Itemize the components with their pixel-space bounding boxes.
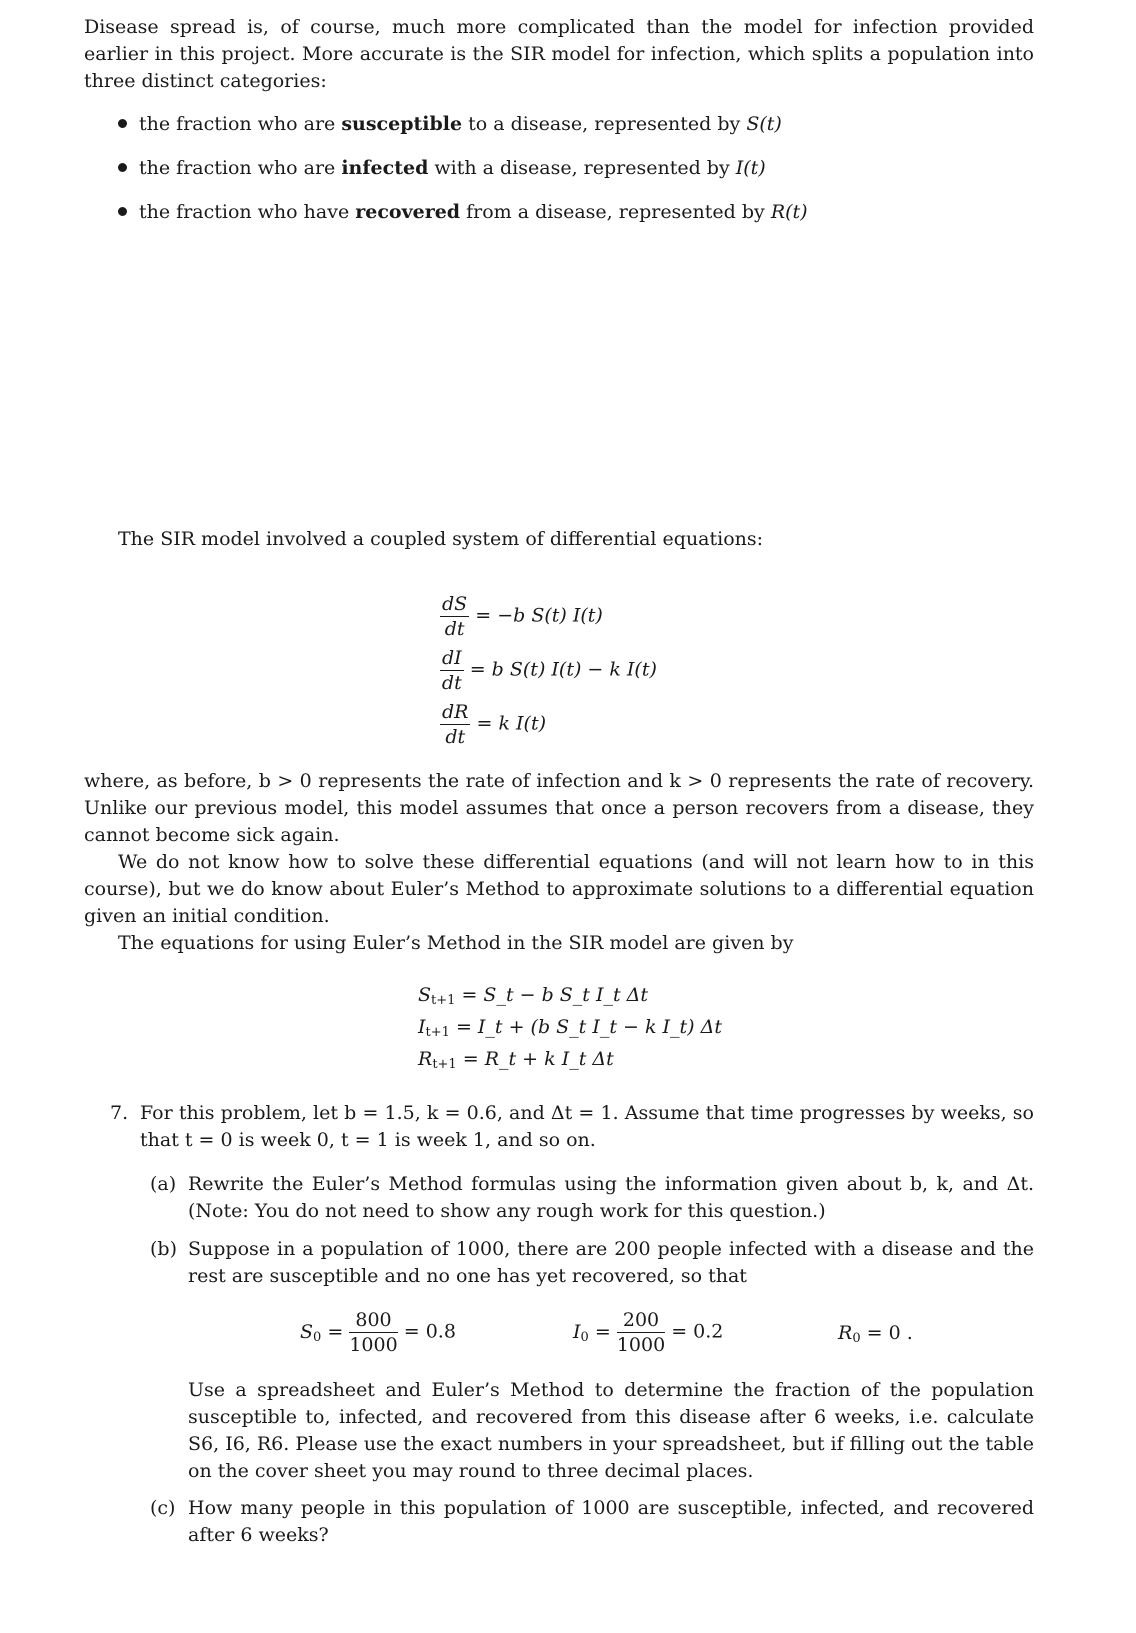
euler-i: $I_{t+1}$ = I_t + (b S_t I_t − k I_t) Δt xyxy=(418,1016,722,1040)
part-a-label: (a) xyxy=(150,1173,177,1195)
bullet-dot xyxy=(118,119,127,128)
initial-i-fraction: $\frac{200}{1000}$ xyxy=(616,1309,666,1356)
problem-number: 7. xyxy=(110,1102,129,1124)
ode-ds: $\frac{dS}{dt}$ = −b S(t) I(t) xyxy=(442,593,603,640)
bullet-dot xyxy=(118,207,127,216)
part-b-followup: Use a spreadsheet and Euler’s Method to determine the fraction of the population susceptible to, infected, and recovered from this disease after 6 weeks, i.e. calculate S6, I6, R6. Please use the exact numbers in your spreadsheet, but if filling out the table on the cover sheet you may round to three decimal places. xyxy=(188,1379,1034,1482)
ode-dr: $\frac{dR}{dt}$ = k I(t) xyxy=(442,701,546,748)
ode-ds-fraction: $\frac{dS}{dt}$ xyxy=(442,593,468,640)
part-b-text: Suppose in a population of 1000, there are 200 people infected with a disease and the rest are susceptible and no one has yet recovered, so that xyxy=(188,1238,1034,1287)
euler-intro: The equations for using Euler’s Method in the SIR model are given by xyxy=(118,932,794,954)
initial-s-fraction: $\frac{800}{1000}$ xyxy=(349,1309,398,1356)
intro-paragraph: Disease spread is, of course, much more complicated than the model for infection provided earlier in this project. More accurate is the SIR model for infection, which splits a population into three distinct categories: xyxy=(84,16,1034,92)
euler-r: $R_{t+1}$ = R_t + k I_t Δt xyxy=(418,1048,614,1072)
part-a-text: Rewrite the Euler’s Method formulas using the information given about b, k, and Δt. (Note: You do not need to show any rough work for this question.) xyxy=(188,1173,1034,1222)
bullet-susceptible: the fraction who are susceptible to a disease, represented by S(t) xyxy=(118,111,782,138)
part-b-label: (b) xyxy=(150,1238,177,1260)
ode-di-fraction: $\frac{dI}{dt}$ xyxy=(441,647,462,694)
sir-intro: The SIR model involved a coupled system of differential equations: xyxy=(118,528,764,550)
bullet-recovered: the fraction who have recovered from a disease, represented by R(t) xyxy=(118,199,808,226)
initial-r: $R_0 = 0$ . xyxy=(838,1322,913,1346)
problem-text: For this problem, let b = 1.5, k = 0.6, and Δt = 1. Assume that time progresses by weeks, so that t = 0 is week 0, t = 1 is week 1, and so on. xyxy=(140,1102,1034,1151)
part-c-text: How many people in this population of 1000 are susceptible, infected, and recovered after 6 weeks? xyxy=(188,1497,1034,1546)
part-c-label: (c) xyxy=(150,1497,176,1519)
euler-s: $S_{t+1}$ = S_t − b S_t I_t Δt xyxy=(418,984,649,1008)
bullet-dot xyxy=(118,163,127,172)
bullet-infected: the fraction who are infected with a disease, represented by I(t) xyxy=(118,155,766,182)
ode-di: $\frac{dI}{dt}$ = b S(t) I(t) − k I(t) xyxy=(441,647,657,694)
where-paragraph: where, as before, b > 0 represents the rate of infection and k > 0 represents the rate of recovery. Unlike our previous model, this model assumes that once a person recovers from a disease, they cannot become sick again. xyxy=(84,770,1034,846)
initial-s: $S_0$ = $\frac{800}{1000}$ = 0.8 xyxy=(300,1309,456,1356)
initial-i: $I_0$ = $\frac{200}{1000}$ = 0.2 xyxy=(573,1309,724,1356)
euler-paragraph: We do not know how to solve these differential equations (and will not learn how to in this course), but we do know about Euler’s Method to approximate solutions to a differential equation given an initial condition. xyxy=(84,851,1034,927)
ode-dr-fraction: $\frac{dR}{dt}$ xyxy=(442,701,469,748)
